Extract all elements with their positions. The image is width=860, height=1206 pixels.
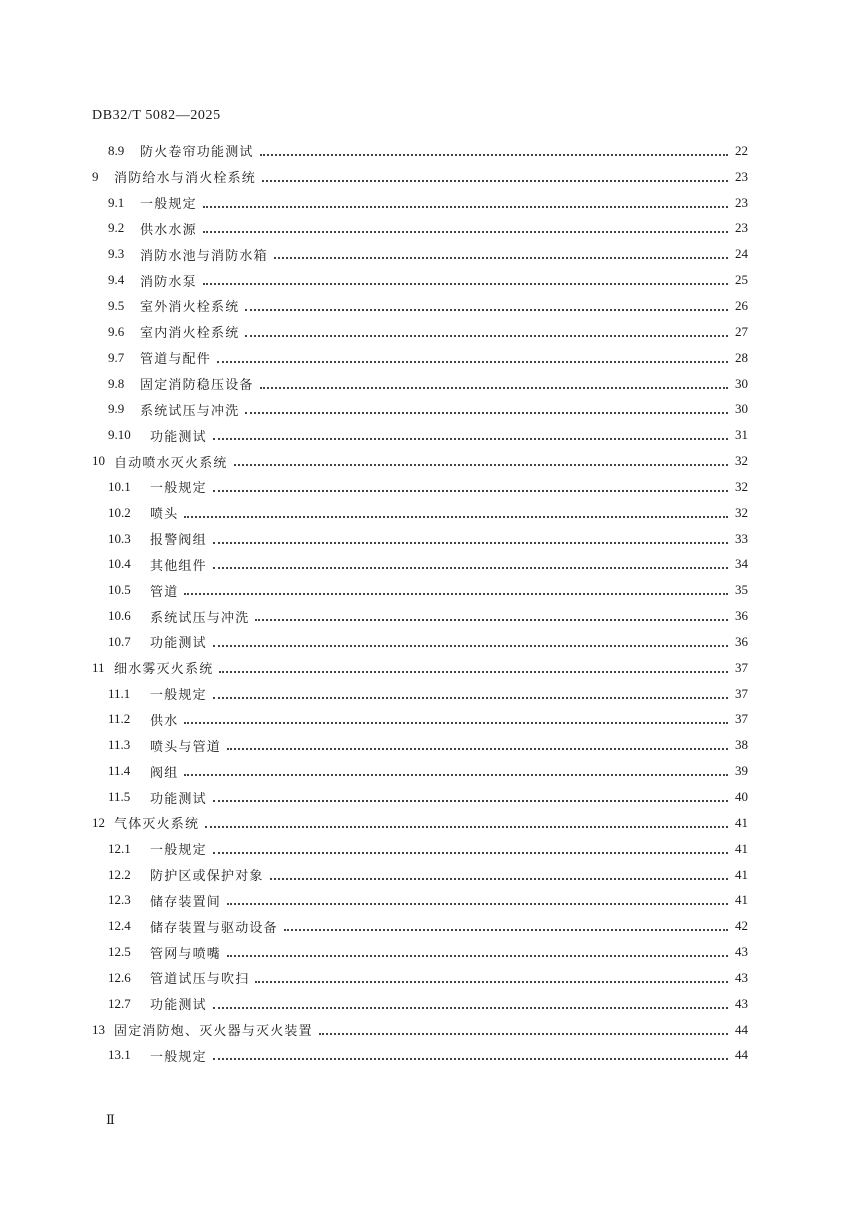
toc-section[interactable] bbox=[92, 758, 748, 784]
toc-leader-dots bbox=[274, 249, 728, 259]
toc-title: 一般规定 bbox=[140, 197, 197, 213]
toc-leader-dots bbox=[213, 534, 728, 544]
toc-title: 管网与喷嘴 bbox=[150, 946, 222, 962]
toc-page-number: 32 bbox=[735, 453, 748, 469]
toc-leader-dots bbox=[203, 275, 728, 285]
toc-title: 一般规定 bbox=[150, 688, 207, 704]
toc-number: 10 bbox=[92, 453, 105, 469]
toc-leader-dots bbox=[213, 637, 728, 647]
toc-leader-dots bbox=[213, 792, 728, 802]
toc-section[interactable] bbox=[92, 707, 748, 733]
toc-chapter[interactable] bbox=[92, 1017, 748, 1043]
toc-number: 12.1 bbox=[108, 840, 131, 856]
toc-page-number: 42 bbox=[735, 918, 748, 934]
toc-number: 11.3 bbox=[108, 737, 131, 753]
toc-page-number: 23 bbox=[735, 168, 748, 184]
toc-number: 12.4 bbox=[108, 918, 131, 934]
toc-page-number: 26 bbox=[735, 297, 748, 313]
toc-section[interactable] bbox=[92, 991, 748, 1017]
toc-number: 12.5 bbox=[108, 944, 131, 960]
toc-leader-dots bbox=[255, 973, 728, 983]
toc-page-number: 35 bbox=[735, 582, 748, 598]
toc-leader-dots bbox=[184, 766, 728, 776]
toc-leader-dots bbox=[245, 404, 728, 414]
toc-title: 其他组件 bbox=[150, 558, 207, 574]
toc-title: 喷头 bbox=[150, 507, 179, 523]
toc-leader-dots bbox=[234, 456, 728, 466]
toc-title: 管道试压与吹扫 bbox=[150, 972, 250, 988]
toc-section[interactable] bbox=[92, 1043, 748, 1069]
toc-title: 供水水源 bbox=[140, 222, 197, 238]
toc-leader-dots bbox=[213, 999, 728, 1009]
toc-title: 功能测试 bbox=[150, 429, 207, 445]
toc-title: 一般规定 bbox=[150, 481, 207, 497]
toc-leader-dots bbox=[213, 1050, 728, 1060]
toc-title: 细水雾灭火系统 bbox=[114, 662, 214, 678]
toc-chapter[interactable] bbox=[92, 655, 748, 681]
toc-page-number: 27 bbox=[735, 323, 748, 339]
toc-section[interactable] bbox=[92, 784, 748, 810]
toc-section[interactable] bbox=[92, 603, 748, 629]
toc-section[interactable] bbox=[92, 552, 748, 578]
toc-title: 供水 bbox=[150, 713, 179, 729]
toc-page-number: 24 bbox=[735, 246, 748, 262]
document-code: DB32/T 5082—2025 bbox=[92, 108, 221, 123]
toc-page-number: 43 bbox=[735, 969, 748, 985]
toc-page-number: 28 bbox=[735, 349, 748, 365]
toc-section[interactable] bbox=[92, 319, 748, 345]
toc-section[interactable] bbox=[92, 500, 748, 526]
toc-number: 9.3 bbox=[108, 246, 125, 262]
toc-section[interactable] bbox=[92, 526, 748, 552]
toc-section[interactable] bbox=[92, 681, 748, 707]
toc-title: 气体灭火系统 bbox=[114, 817, 200, 833]
toc-page-number: 38 bbox=[735, 737, 748, 753]
toc-leader-dots bbox=[213, 482, 728, 492]
toc-title: 一般规定 bbox=[150, 843, 207, 859]
toc-section[interactable] bbox=[92, 629, 748, 655]
toc-leader-dots bbox=[184, 585, 728, 595]
toc-title: 储存装置与驱动设备 bbox=[150, 920, 278, 936]
toc-number: 9.1 bbox=[108, 194, 125, 210]
toc-title: 室内消火栓系统 bbox=[140, 326, 240, 342]
toc-section[interactable] bbox=[92, 345, 748, 371]
toc-number: 11.4 bbox=[108, 763, 131, 779]
toc-title: 管道与配件 bbox=[140, 352, 212, 368]
toc-leader-dots bbox=[213, 559, 728, 569]
toc-page-number: 40 bbox=[735, 789, 748, 805]
toc-leader-dots bbox=[270, 870, 728, 880]
toc-number: 13.1 bbox=[108, 1047, 131, 1063]
toc-title: 系统试压与冲洗 bbox=[140, 403, 240, 419]
toc-section[interactable] bbox=[92, 474, 748, 500]
toc-section[interactable] bbox=[92, 887, 748, 913]
toc-page-number: 34 bbox=[735, 556, 748, 572]
toc-chapter[interactable] bbox=[92, 164, 748, 190]
toc-leader-dots bbox=[213, 689, 728, 699]
toc-title: 消防水泵 bbox=[140, 274, 197, 290]
toc-page-number: 39 bbox=[735, 763, 748, 779]
toc-page-number: 41 bbox=[735, 866, 748, 882]
toc-page-number: 37 bbox=[735, 685, 748, 701]
toc-page-number: 32 bbox=[735, 478, 748, 494]
toc-title: 喷头与管道 bbox=[150, 739, 222, 755]
toc-section[interactable] bbox=[92, 836, 748, 862]
toc-section[interactable] bbox=[92, 965, 748, 991]
toc-title: 固定消防炮、灭火器与灭火装置 bbox=[114, 1024, 313, 1040]
toc-number: 12.6 bbox=[108, 969, 131, 985]
toc-number: 9.9 bbox=[108, 401, 125, 417]
toc-section[interactable] bbox=[92, 241, 748, 267]
toc-page-number: 41 bbox=[735, 814, 748, 830]
toc-leader-dots bbox=[219, 663, 728, 673]
toc-page-number: 30 bbox=[735, 375, 748, 391]
toc-leader-dots bbox=[217, 353, 728, 363]
toc-title: 系统试压与冲洗 bbox=[150, 610, 250, 626]
toc-number: 13 bbox=[92, 1021, 105, 1037]
toc-section[interactable] bbox=[92, 190, 748, 216]
toc-title: 消防水池与消防水箱 bbox=[140, 248, 268, 264]
toc-leader-dots bbox=[184, 508, 728, 518]
toc-number: 11 bbox=[92, 659, 105, 675]
toc-page-number: 37 bbox=[735, 711, 748, 727]
toc-number: 10.3 bbox=[108, 530, 131, 546]
toc-page-number: 33 bbox=[735, 530, 748, 546]
toc-number: 9.6 bbox=[108, 323, 125, 339]
toc-leader-dots bbox=[227, 895, 728, 905]
toc-number: 9 bbox=[92, 168, 99, 184]
toc-number: 12 bbox=[92, 814, 105, 830]
toc-leader-dots bbox=[213, 430, 728, 440]
toc-page-number: 30 bbox=[735, 401, 748, 417]
toc-section[interactable] bbox=[92, 267, 748, 293]
toc-title: 防火卷帘功能测试 bbox=[140, 145, 254, 161]
toc-number: 9.10 bbox=[108, 427, 131, 443]
toc-number: 10.6 bbox=[108, 608, 131, 624]
toc-number: 10.1 bbox=[108, 478, 131, 494]
toc-leader-dots bbox=[184, 714, 728, 724]
toc-number: 11.2 bbox=[108, 711, 131, 727]
toc-page-number: 43 bbox=[735, 944, 748, 960]
toc-section[interactable] bbox=[92, 732, 748, 758]
toc-number: 9.2 bbox=[108, 220, 125, 236]
toc-title: 功能测试 bbox=[150, 636, 207, 652]
toc-page-number: 23 bbox=[735, 220, 748, 236]
toc-section[interactable] bbox=[92, 396, 748, 422]
toc-section[interactable] bbox=[92, 939, 748, 965]
toc-leader-dots bbox=[260, 379, 728, 389]
toc-section[interactable] bbox=[92, 862, 748, 888]
toc-page-number: 41 bbox=[735, 840, 748, 856]
toc-title: 管道 bbox=[150, 584, 179, 600]
toc-leader-dots bbox=[319, 1025, 728, 1035]
toc-title: 消防给水与消火栓系统 bbox=[114, 171, 257, 187]
toc-chapter[interactable] bbox=[92, 448, 748, 474]
toc-title: 一般规定 bbox=[150, 1049, 207, 1065]
toc-leader-dots bbox=[205, 818, 728, 828]
toc-title: 报警阀组 bbox=[150, 533, 207, 549]
toc-page-number: 22 bbox=[735, 142, 748, 158]
table-of-contents bbox=[92, 138, 748, 1068]
toc-leader-dots bbox=[245, 327, 728, 337]
toc-page-number: 43 bbox=[735, 995, 748, 1011]
toc-leader-dots bbox=[260, 146, 728, 156]
toc-number: 8.9 bbox=[108, 142, 125, 158]
toc-number: 10.7 bbox=[108, 633, 131, 649]
toc-page-number: 37 bbox=[735, 659, 748, 675]
toc-title: 固定消防稳压设备 bbox=[140, 378, 254, 394]
toc-title: 自动喷水灭火系统 bbox=[114, 455, 228, 471]
toc-number: 10.2 bbox=[108, 504, 131, 520]
toc-number: 9.4 bbox=[108, 272, 125, 288]
toc-page-number: 36 bbox=[735, 608, 748, 624]
toc-page-number: 31 bbox=[735, 427, 748, 443]
toc-page-number: 32 bbox=[735, 504, 748, 520]
toc-section[interactable] bbox=[92, 913, 748, 939]
toc-number: 9.8 bbox=[108, 375, 125, 391]
toc-leader-dots bbox=[255, 611, 728, 621]
toc-leader-dots bbox=[203, 223, 728, 233]
toc-title: 防护区或保护对象 bbox=[150, 869, 264, 885]
toc-page-number: 44 bbox=[735, 1021, 748, 1037]
toc-leader-dots bbox=[203, 198, 728, 208]
toc-page-number: 36 bbox=[735, 633, 748, 649]
toc-leader-dots bbox=[284, 921, 728, 931]
toc-page-number: 41 bbox=[735, 892, 748, 908]
toc-page-number: 23 bbox=[735, 194, 748, 210]
toc-page-number: 25 bbox=[735, 272, 748, 288]
toc-number: 11.1 bbox=[108, 685, 131, 701]
toc-title: 功能测试 bbox=[150, 791, 207, 807]
toc-chapter[interactable] bbox=[92, 810, 748, 836]
toc-title: 功能测试 bbox=[150, 998, 207, 1014]
toc-title: 阀组 bbox=[150, 765, 179, 781]
toc-number: 9.5 bbox=[108, 297, 125, 313]
toc-section[interactable] bbox=[92, 293, 748, 319]
toc-leader-dots bbox=[227, 740, 728, 750]
toc-leader-dots bbox=[245, 301, 728, 311]
toc-number: 12.3 bbox=[108, 892, 131, 908]
toc-section[interactable] bbox=[92, 216, 748, 242]
toc-leader-dots bbox=[213, 844, 728, 854]
toc-number: 12.2 bbox=[108, 866, 131, 882]
toc-number: 9.7 bbox=[108, 349, 125, 365]
toc-title: 储存装置间 bbox=[150, 894, 222, 910]
toc-leader-dots bbox=[262, 172, 728, 182]
toc-title: 室外消火栓系统 bbox=[140, 300, 240, 316]
page-folio: Ⅱ bbox=[106, 1112, 115, 1127]
toc-section[interactable] bbox=[92, 371, 748, 397]
toc-page-number: 44 bbox=[735, 1047, 748, 1063]
toc-number: 11.5 bbox=[108, 789, 131, 805]
toc-section[interactable] bbox=[92, 138, 748, 164]
toc-section[interactable] bbox=[92, 577, 748, 603]
toc-number: 10.5 bbox=[108, 582, 131, 598]
toc-number: 12.7 bbox=[108, 995, 131, 1011]
toc-leader-dots bbox=[227, 947, 728, 957]
toc-section[interactable] bbox=[92, 422, 748, 448]
toc-number: 10.4 bbox=[108, 556, 131, 572]
